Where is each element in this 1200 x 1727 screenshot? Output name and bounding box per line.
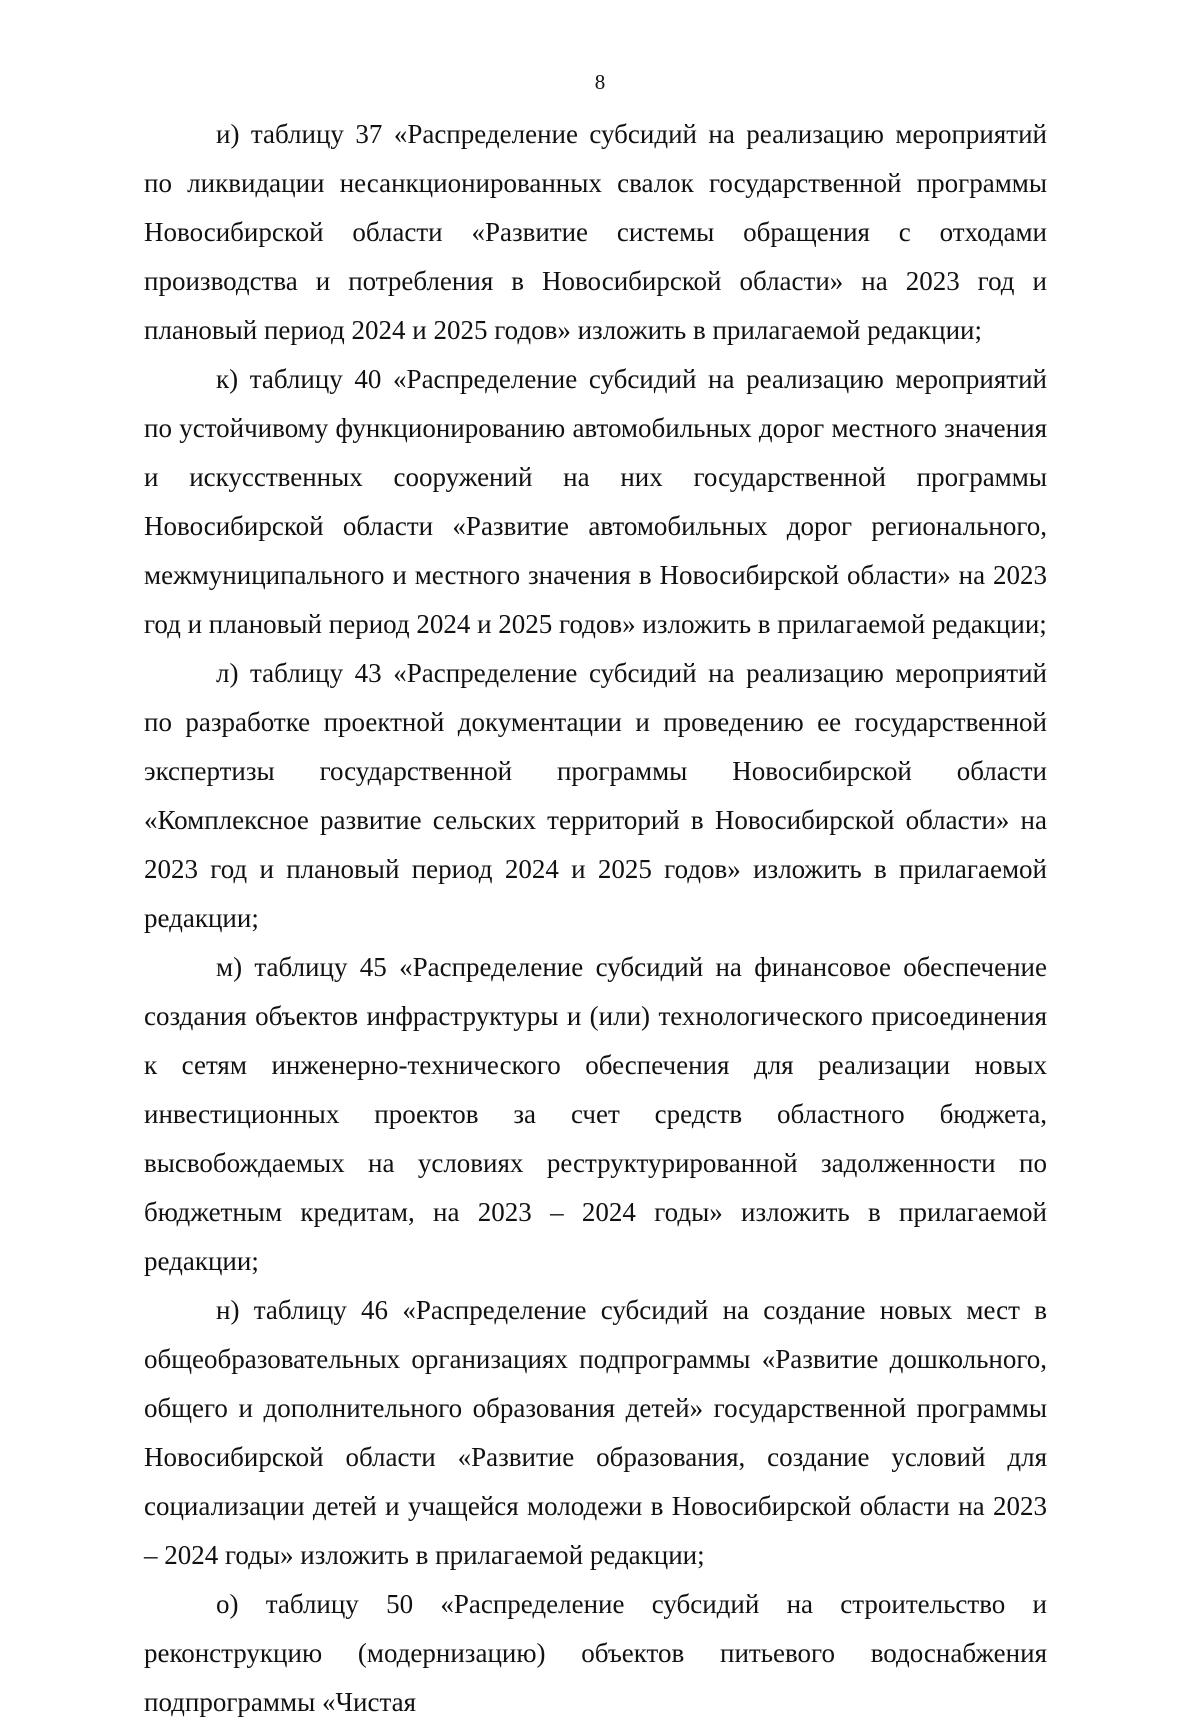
paragraph-item-o: о) таблицу 50 «Распределение субсидий на строительство и реконструкцию (модернизацию) объектов питьевого водоснабжения подпрограммы «Чистая bbox=[144, 1589, 1047, 1717]
document-body bbox=[144, 110, 1047, 1727]
paragraph-item-m: м) таблицу 45 «Распределение субсидий на финансовое обеспечение создания объектов инфраструктуры и (или) технологического присоединения к сетям инженерно-технического обеспечения для реализации новых инвестиционных проектов за счет средств областного бюджета, высвобождаемых на условиях реструктурированной задолженности по бюджетным кредитам, на 2023 – 2024 годы» изложить в прилагаемой редакции; bbox=[144, 952, 1047, 1276]
paragraph-item-k: к) таблицу 40 «Распределение субсидий на реализацию мероприятий по устойчивому функционированию автомобильных дорог местного значения и искусственных сооружений на них государственной программы Новосибирской области «Развитие автомобильных дорог регионального, межмуниципального и местного значения в Новосибирской области» на 2023 год и плановый период 2024 и 2025 годов» изложить в прилагаемой редакции; bbox=[144, 364, 1047, 639]
paragraph-item-l: л) таблицу 43 «Распределение субсидий на реализацию мероприятий по разработке проектной документации и проведению ее государственной экспертизы государственной программы Новосибирской области «Комплексное развитие сельских территорий в Новосибирской области» на 2023 год и плановый период 2024 и 2025 годов» изложить в прилагаемой редакции; bbox=[144, 658, 1047, 933]
paragraph-item-i: и) таблицу 37 «Распределение субсидий на реализацию мероприятий по ликвидации несанкционированных свалок государственной программы Новосибирской области «Развитие системы обращения с отходами производства и потребления в Новосибирской области» на 2023 год и плановый период 2024 и 2025 годов» изложить в прилагаемой редакции; bbox=[144, 119, 1047, 345]
paragraph-item-n: н) таблицу 46 «Распределение субсидий на создание новых мест в общеобразовательных организациях подпрограммы «Развитие дошкольного, общего и дополнительного образования детей» государственной программы Новосибирской области «Развитие образования, создание условий для социализации детей и учащейся молодежи в Новосибирской области на 2023 – 2024 годы» изложить в прилагаемой редакции; bbox=[144, 1295, 1047, 1570]
page-number: 8 bbox=[594, 70, 606, 94]
